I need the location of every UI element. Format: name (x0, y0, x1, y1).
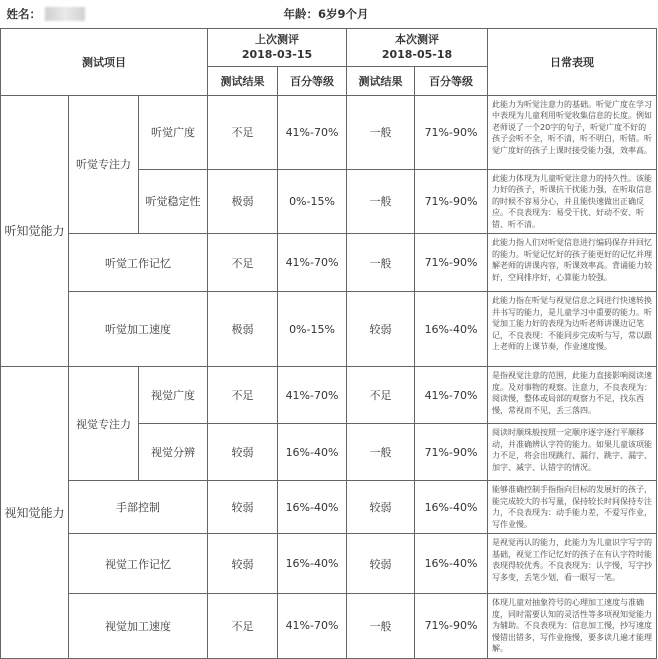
this-result-header: 测试结果 (347, 66, 415, 95)
last-percentile: 41%-70% (278, 95, 347, 169)
daily-description: 此能力指人们对听觉信息进行编码保存并回忆的能力。听觉记忆好的孩子能更好的记忆并理解老师的讲课内容，听课效率高。背诵能力较好，空间排序好，心算能力较强。 (488, 234, 657, 292)
last-result: 极弱 (208, 292, 278, 367)
this-percentile: 71%-90% (415, 424, 488, 481)
item-name: 视觉加工速度 (69, 594, 208, 659)
item-name: 视觉工作记忆 (69, 534, 208, 594)
item-name: 手部控制 (69, 481, 208, 534)
last-percentile-header: 百分等级 (278, 66, 347, 95)
daily-description: 阅读时顺珠般按照一定顺序逐字逐行平顺移动，并准确辨认字符的能力。如果儿童该项能力不足，将会出现跳行、漏行、跳字、漏字、加字、减字、认错字的情况。 (488, 424, 657, 481)
group-auditory: 听知觉能力 (1, 95, 69, 367)
this-percentile: 41%-70% (415, 367, 488, 424)
last-percentile: 0%-15% (278, 169, 347, 234)
this-percentile: 16%-40% (415, 292, 488, 367)
last-result: 不足 (208, 367, 278, 424)
last-percentile: 41%-70% (278, 594, 347, 659)
this-percentile-header: 百分等级 (415, 66, 488, 95)
this-result: 一般 (347, 95, 415, 169)
daily-description: 是视觉再认的能力，此能力为儿童识字写字的基础，视觉工作记忆好的孩子在有认字符时能表现得较优秀。不良表现为：认字慢，写字抄写多变，丢笔少划，看一眼写一笔。 (488, 534, 657, 594)
this-result: 一般 (347, 169, 415, 234)
age-label: 年龄：6岁9个月 (283, 6, 369, 21)
test-item-header: 测试项目 (1, 28, 208, 95)
this-result: 较弱 (347, 292, 415, 367)
this-eval-date: 2018-05-18 (381, 48, 453, 61)
item-name: 听觉加工速度 (69, 292, 208, 367)
last-percentile: 41%-70% (278, 367, 347, 424)
this-percentile: 71%-90% (415, 95, 488, 169)
group-visual: 视知觉能力 (1, 367, 69, 659)
last-result: 不足 (208, 95, 278, 169)
item-name: 视觉分辨 (139, 424, 208, 481)
last-result-header: 测试结果 (208, 66, 278, 95)
daily-description: 此能力体现为儿童听觉注意力的持久性。该能力好的孩子，听课抗干扰能力强，在听取信息的时候不容易分心，并且能快速做出正确反应。不良表现为：易受干扰、好动不安、听错、听不清。 (488, 169, 657, 234)
this-result: 一般 (347, 234, 415, 292)
last-percentile: 16%-40% (278, 424, 347, 481)
last-result: 较弱 (208, 534, 278, 594)
daily-description: 能够准确控制手指指向目标的发展好的孩子，能完成较大的书写量，保持较长时间保持专注力，不良表现为：动手能力差，不爱写作业，写作业慢。 (488, 481, 657, 534)
last-result: 较弱 (208, 424, 278, 481)
this-percentile: 71%-90% (415, 169, 488, 234)
daily-description: 此能力指在听觉与视觉信息之间进行快速转换并书写的能力，是儿童学习中重要的能力。听觉加工能力好的表现为边听老师讲课边记笔记，不良表现：不能同步完成听与写，常以跟上老师的上课节奏，作业速度慢。 (488, 292, 657, 367)
daily-header: 日常表现 (488, 28, 657, 95)
last-result: 较弱 (208, 481, 278, 534)
item-name: 听觉稳定性 (139, 169, 208, 234)
this-result: 较弱 (347, 534, 415, 594)
name-label: 姓名： (6, 6, 41, 21)
this-result: 较弱 (347, 481, 415, 534)
last-result: 不足 (208, 594, 278, 659)
last-percentile: 41%-70% (278, 234, 347, 292)
this-percentile: 16%-40% (415, 481, 488, 534)
redacted-name (45, 7, 85, 21)
daily-description: 是指视觉注意的范围，此能力直接影响阅读速度。及对事物的观察。注意力，不良表现为：阅读慢，整体或局部的观察力不足，找东西慢，常视而不见，丢三落四。 (488, 367, 657, 424)
sub-visual-focus: 视觉专注力 (69, 367, 139, 481)
last-percentile: 16%-40% (278, 481, 347, 534)
daily-description: 体现儿童对抽象符号的心理加工速度与准确度，同时需要认知的灵活性等多项视知觉能力为辅助。不良表现为：信息加工慢，抄写速度慢错出错多，写作业拖慢，要多读几遍才能理解。 (488, 594, 657, 659)
last-eval-date: 2018-03-15 (241, 48, 313, 61)
this-result: 不足 (347, 367, 415, 424)
sub-auditory-focus: 听觉专注力 (69, 95, 139, 234)
last-result: 不足 (208, 234, 278, 292)
last-eval-header (208, 28, 347, 66)
last-percentile: 0%-15% (278, 292, 347, 367)
this-result: 一般 (347, 424, 415, 481)
this-eval-title: 本次测评 (395, 33, 439, 46)
last-result: 极弱 (208, 169, 278, 234)
name-cell (1, 0, 278, 28)
item-name: 听觉广度 (139, 95, 208, 169)
age-cell (278, 0, 657, 28)
item-name: 视觉广度 (139, 367, 208, 424)
last-eval-title: 上次测评 (255, 33, 299, 46)
item-name: 听觉工作记忆 (69, 234, 208, 292)
this-percentile: 71%-90% (415, 234, 488, 292)
last-percentile: 16%-40% (278, 534, 347, 594)
this-percentile: 16%-40% (415, 534, 488, 594)
this-result: 一般 (347, 594, 415, 659)
this-eval-header (347, 28, 488, 66)
this-percentile: 71%-90% (415, 594, 488, 659)
daily-description: 此能力为听觉注意力的基础。听觉广度在学习中表现为儿童利用听觉收集信息的长度。例如老师说了一个20字的句子，听觉广度不好的孩子会听不全，听不清，听不明白，听错。听觉广度好的孩子上课时接受能力强，效率高。 (488, 95, 657, 169)
